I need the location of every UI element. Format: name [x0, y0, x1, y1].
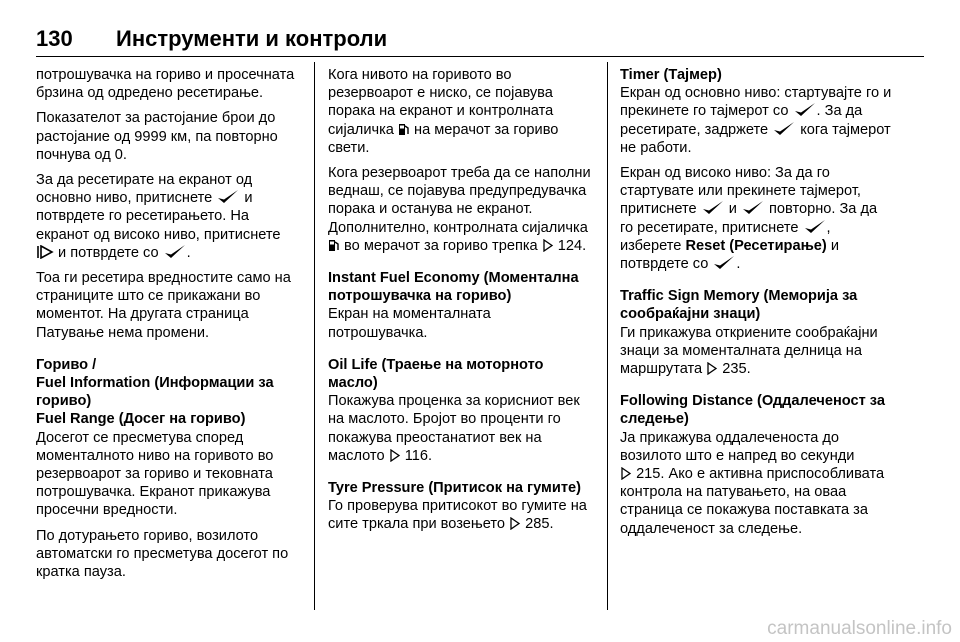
- section-heading: Oil Life (Траење на моторното масло): [328, 356, 544, 392]
- section-heading: Tyre Pressure (Притисок на гумите): [328, 480, 581, 497]
- paragraph: Екран на моменталната потрошувачка.: [328, 306, 491, 341]
- page-title: Инструменти и контроли: [116, 26, 388, 51]
- paragraph: Показателот за растојание брои до растојание од 9999 км, па повторно почнува од 0.: [36, 110, 278, 163]
- text-span: Екран од основно ниво: стартувајте го и прекинете го тајмерот со: [620, 85, 892, 120]
- page-reference-icon: [542, 239, 554, 252]
- fuel-lamp-icon: [398, 122, 410, 136]
- page-reference: 215.: [636, 466, 665, 483]
- section-heading: Timer (Тајмер): [620, 67, 722, 83]
- checkmark-icon: [216, 189, 240, 205]
- fuel-lamp-icon: [328, 238, 340, 252]
- text-span: .: [186, 244, 191, 261]
- text-span: Покажува проценка за корисниот век на маслото. Бројот во проценти го покажува преостанатиот век на маслото: [328, 393, 580, 464]
- menu-option-text: Reset (Ресетирање): [685, 237, 827, 254]
- text-span: Го проверува притисокот во гумите на сите тркала при возењето: [328, 498, 587, 533]
- paragraph: [328, 497, 594, 533]
- section-heading: Fuel Information (Информации за гориво): [36, 375, 274, 410]
- text-span: и потврдете го ресетирањето. На екранот од високо ниво, притиснете: [36, 190, 281, 243]
- paragraph: [328, 392, 594, 465]
- text-span: Ги прикажува откриените сообраќајни знаци за моменталната делница на маршрутата: [620, 324, 878, 378]
- paragraph: Тоа ги ресетира вредностите само на страниците што се прикажани во моментот. На другата страница Патување нема промени.: [36, 270, 291, 341]
- paragraph: По дотурањето гориво, возилото автоматски го пресметува досегот по кратка пауза.: [36, 527, 289, 581]
- text-span: повторно. За да го ресетирате, притиснете: [620, 201, 878, 236]
- paragraph: [620, 324, 892, 379]
- text-span: .: [736, 256, 741, 273]
- text-span: кога тајмерот не работи.: [620, 121, 891, 156]
- column-3: [620, 66, 892, 545]
- paragraph: [328, 66, 594, 157]
- text-span: на мерачот за гориво свети.: [328, 121, 559, 156]
- checkmark-icon: [772, 121, 796, 137]
- text-span: Екран од високо ниво: За да го стартувате или прекинете тајмерот, притиснете: [620, 165, 861, 218]
- section-heading: Instant Fuel Economy (Моментална потрошувачка на гориво): [328, 270, 579, 305]
- page-reference: 116.: [404, 447, 433, 464]
- text-span: Ја прикажува оддалеченоста до возилото што е напред во секунди: [620, 429, 855, 464]
- text-span: Дополнително, контролната сијаличка: [328, 219, 588, 236]
- next-page-icon: [36, 245, 54, 259]
- text-span: Ако е активна приспособливата контрола на патувањето, на оваа страница се покажува поставката за оддалеченост за следење.: [620, 466, 885, 537]
- column-2: [328, 66, 594, 541]
- page-reference-icon: [620, 467, 632, 480]
- section-heading: Following Distance (Оддалеченост за следење): [620, 393, 885, 428]
- paragraph: [36, 171, 300, 262]
- checkmark-icon: [803, 219, 827, 235]
- text-span: За да ресетирате на екранот од основно ниво, притиснете: [36, 172, 253, 207]
- page-reference: 235.: [722, 361, 751, 378]
- checkmark-icon: [741, 200, 765, 216]
- text-span: Кога нивото на горивото во резервоарот е ниско, се појавува порака на екранот и контролната сијаличка: [328, 67, 554, 138]
- text-span: во мерачот за гориво трепка: [340, 237, 542, 254]
- text-span: . За да ресетирате, задржете: [620, 103, 863, 138]
- page-reference: 285.: [525, 516, 554, 533]
- checkmark-icon: [163, 244, 187, 260]
- section-heading: Traffic Sign Memory (Меморија за сообраќајни знаци): [620, 288, 858, 323]
- column-1: [36, 66, 300, 588]
- page-number: 130: [36, 26, 73, 51]
- page-reference: 124.: [557, 237, 587, 254]
- section-heading: Fuel Range (Досег на гориво): [36, 411, 246, 428]
- paragraph: Кога резервоарот треба да се наполни веднаш, се појавува предупредувачка порака и останува не екранот.: [328, 165, 591, 218]
- checkmark-icon: [712, 255, 736, 271]
- paragraph: Досегот се пресметува според моменталното ниво на горивото во резервоарот за гориво и тековната потрошувачка. Екранот прикажува просечни вредности.: [36, 429, 274, 519]
- checkmark-icon: [701, 200, 725, 216]
- text-span: , изберете: [620, 219, 831, 254]
- page-reference-icon: [389, 449, 401, 462]
- text-span: и: [724, 201, 741, 218]
- page-reference-icon: [706, 362, 718, 375]
- paragraph: [620, 429, 892, 538]
- header-rule: [36, 56, 924, 57]
- paragraph: [620, 164, 892, 273]
- text-span: и потврдете со: [54, 244, 163, 261]
- page-header: [36, 22, 924, 58]
- column-divider-1: [314, 62, 315, 610]
- section-heading: Гориво /: [36, 356, 97, 373]
- paragraph: [620, 84, 892, 157]
- paragraph: [328, 219, 594, 255]
- column-divider-2: [607, 62, 608, 610]
- watermark: carmanualsonline.info: [767, 618, 952, 639]
- text-span: и потврдете со: [620, 237, 840, 273]
- paragraph: потрошувачка на гориво и просечната брзина од одредено ресетирање.: [36, 67, 295, 102]
- checkmark-icon: [793, 102, 817, 118]
- page-reference-icon: [509, 517, 521, 530]
